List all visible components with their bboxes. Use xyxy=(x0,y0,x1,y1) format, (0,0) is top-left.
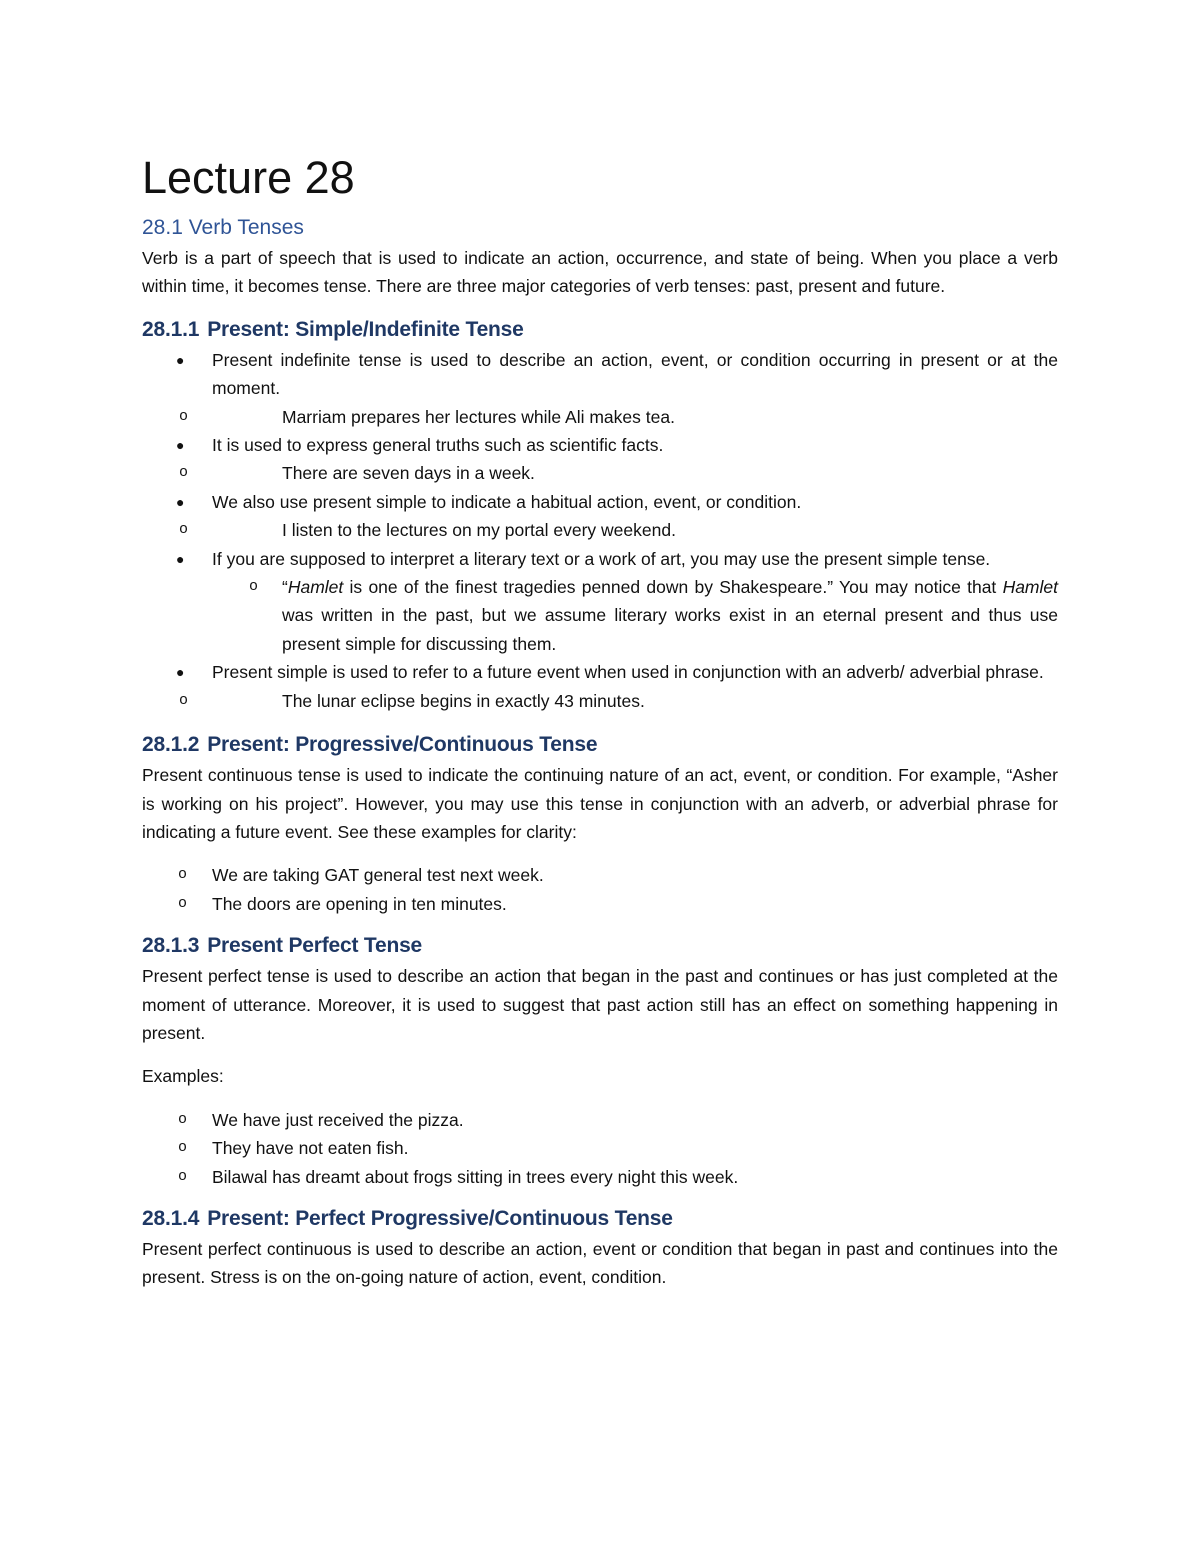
subsection-heading-present-continuous xyxy=(142,731,1058,759)
list-item-text: If you are supposed to interpret a literary text or a work of art, you may use the present simple tense. xyxy=(212,548,991,569)
bullet-icon: ● xyxy=(176,437,185,454)
list-item xyxy=(142,658,1058,715)
subsection-title: Present: Perfect Progressive/Continuous Tense xyxy=(207,1206,673,1230)
subsection-heading-present-perfect xyxy=(142,932,1058,960)
example-text: The lunar eclipse begins in exactly 43 minutes. xyxy=(282,690,645,711)
example-item xyxy=(142,1106,1058,1134)
sub-bullet-icon: o xyxy=(178,1167,188,1185)
list-item xyxy=(142,346,1058,431)
example-list xyxy=(142,1106,1058,1191)
example-item xyxy=(142,516,1058,544)
example-item xyxy=(142,861,1058,889)
example-list xyxy=(142,516,1058,544)
list-item-text: It is used to express general truths such as scientific facts. xyxy=(212,435,664,456)
subsection-number: 28.1.4 xyxy=(142,1206,200,1230)
example-text: I listen to the lectures on my portal every weekend. xyxy=(282,520,676,541)
subsection-title: Present: Simple/Indefinite Tense xyxy=(207,317,524,341)
bullet-icon: ● xyxy=(176,550,185,567)
sub-bullet-icon: o xyxy=(249,578,259,596)
sub-bullet-icon: o xyxy=(178,894,188,912)
list-item-text: Present simple is used to refer to a future event when used in conjunction with an adverb/ adverbial phrase. xyxy=(212,662,1044,683)
subsection-body: Present continuous tense is used to indicate the continuing nature of an act, event, or condition. For example, “Asher is working on his project”. However, you may use this tense in conjunction with an adverb, or adverbial phrase for indicating a future event. See these examples for clarity: xyxy=(142,765,1058,842)
example-list xyxy=(212,573,1058,658)
list-item xyxy=(142,488,1058,545)
list-item-text: We also use present simple to indicate a habitual action, event, or condition. xyxy=(212,491,802,512)
example-text: We are taking GAT general test next week. xyxy=(212,865,544,886)
example-item xyxy=(142,459,1058,487)
subsection-title: Present Perfect Tense xyxy=(207,934,423,958)
page-title: Lecture 28 xyxy=(142,152,355,203)
sub-bullet-icon: o xyxy=(179,521,189,539)
example-text: was written in the past, but we assume literary works exist in an eternal present and thus use present simple for discussing them. xyxy=(282,605,1058,654)
subsection-number: 28.1.1 xyxy=(142,317,200,341)
subsection-body: Present perfect tense is used to describe an action that began in the past and continues or has just completed at the moment of utterance. Moreover, it is used to suggest that past action still has an effect on something happening in present. xyxy=(142,966,1058,1043)
example-text-open-quote: “ xyxy=(282,577,288,598)
subsection-number: 28.1.3 xyxy=(142,934,200,958)
subsection-body: Present perfect continuous is used to describe an action, event or condition that began in past and continues into the present. Stress is on the on-going nature of action, event, condition. xyxy=(142,1238,1058,1288)
examples-label: Examples: xyxy=(142,1066,224,1087)
example-item xyxy=(142,1134,1058,1162)
subsection-number: 28.1.2 xyxy=(142,733,200,757)
example-text: There are seven days in a week. xyxy=(282,463,535,484)
section-heading-verb-tenses: 28.1 Verb Tenses xyxy=(142,216,304,239)
list-item xyxy=(142,545,1058,659)
list-item xyxy=(142,431,1058,488)
subsection-title: Present: Progressive/Continuous Tense xyxy=(207,733,598,757)
example-text: is one of the finest tragedies penned down by Shakespeare.” You may notice that xyxy=(343,577,1003,598)
bullet-icon: ● xyxy=(176,493,185,510)
sub-bullet-icon: o xyxy=(179,407,189,425)
bullet-icon: ● xyxy=(176,351,185,368)
document-content xyxy=(142,150,1058,1307)
bullet-icon: ● xyxy=(176,664,185,681)
sub-bullet-icon: o xyxy=(179,691,189,709)
example-item xyxy=(142,890,1058,918)
subsection-heading-present-simple xyxy=(142,316,1058,344)
sub-bullet-icon: o xyxy=(178,1139,188,1157)
list-item-text: Present indefinite tense is used to describe an action, event, or condition occurring in present or at the moment. xyxy=(212,349,1058,399)
sub-bullet-icon: o xyxy=(178,1110,188,1128)
section-intro: Verb is a part of speech that is used to indicate an action, occurrence, and state of being. When you place a verb within time, it becomes tense. There are three major categories of verb tenses: past, present and future. xyxy=(142,248,1058,297)
example-item xyxy=(142,687,1058,715)
subsection-heading-present-perfect-continuous xyxy=(142,1205,1058,1233)
example-text: The doors are opening in ten minutes. xyxy=(212,893,507,914)
example-text: Bilawal has dreamt about frogs sitting in trees every night this week. xyxy=(212,1166,739,1187)
example-title-italic: Hamlet xyxy=(287,577,344,598)
sub-bullet-icon: o xyxy=(178,866,188,884)
example-text: They have not eaten fish. xyxy=(212,1138,409,1159)
example-text: We have just received the pizza. xyxy=(212,1109,464,1130)
example-item xyxy=(142,1163,1058,1191)
example-item xyxy=(212,573,1058,658)
sub-bullet-icon: o xyxy=(179,464,189,482)
example-list xyxy=(142,459,1058,487)
example-item xyxy=(142,403,1058,431)
present-simple-list xyxy=(142,346,1058,715)
example-title-italic: Hamlet xyxy=(1002,577,1058,598)
example-text: Marriam prepares her lectures while Ali makes tea. xyxy=(282,406,675,427)
example-list xyxy=(142,403,1058,431)
example-list xyxy=(142,861,1058,918)
example-list xyxy=(142,687,1058,715)
